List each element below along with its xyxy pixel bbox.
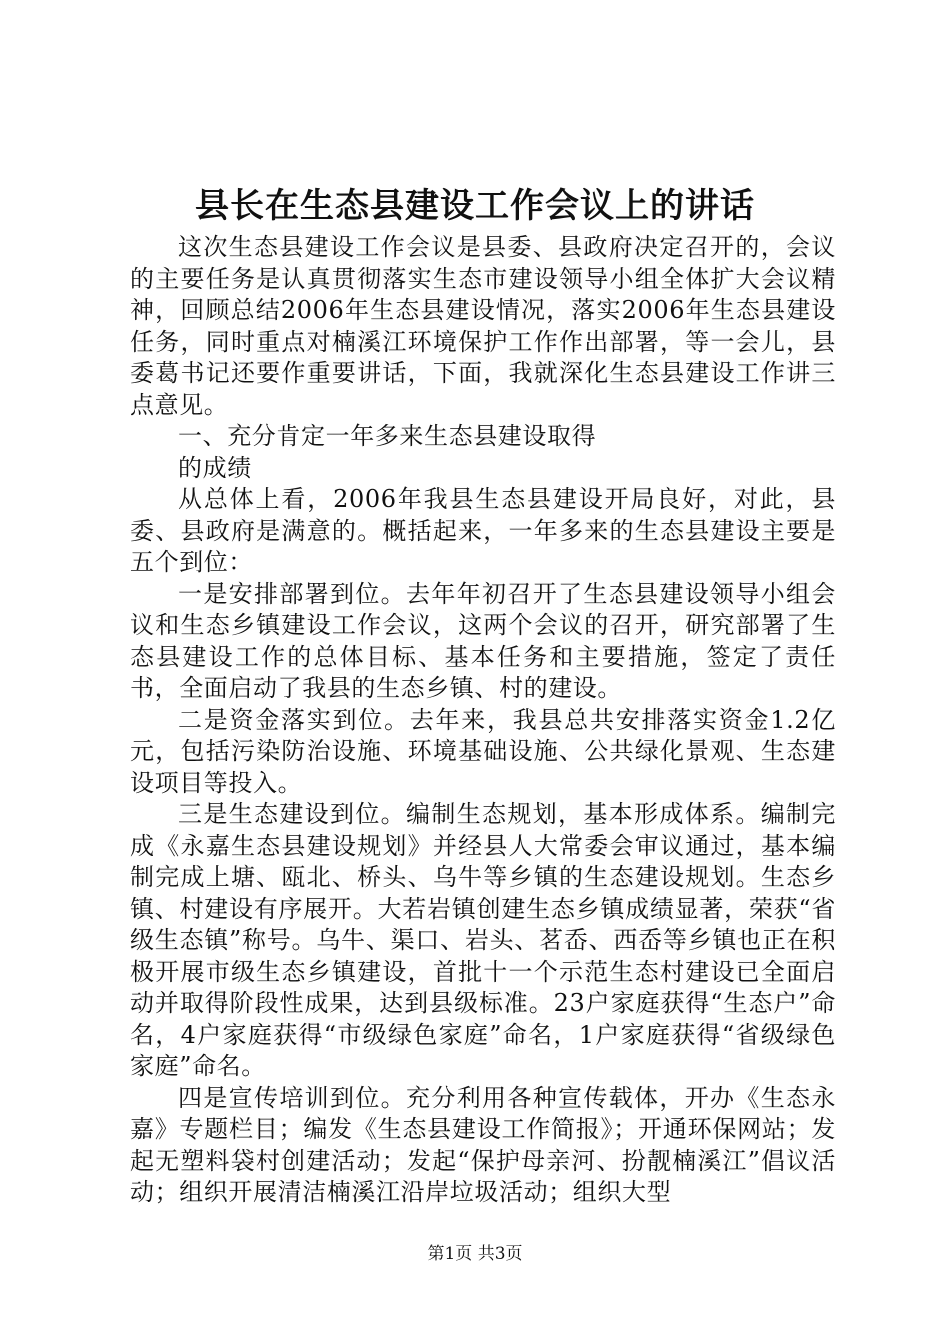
document-body [130, 232, 836, 1209]
section-heading-line: 的成绩 [178, 453, 252, 482]
section-heading-line: 一、充分肯定一年多来生态县建设取得 [178, 422, 597, 450]
document-title: 县长在生态县建设工作会议上的讲话 [195, 186, 755, 226]
paragraph-point-4: 四是宣传培训到位。充分利用各种宣传载体，开办《生态永嘉》专题栏目；编发《生态县建设工作简报》；开通环保网站；发起无塑料袋村创建活动；发起“保护母亲河、扮靓楠溪江”倡议活动；组织开展清洁楠溪江沿岸垃圾活动；组织大型 [130, 1083, 836, 1206]
paragraph-point-1: 一是安排部署到位。去年年初召开了生态县建设领导小组会议和生态乡镇建设工作会议，这两个会议的召开，研究部署了生态县建设工作的总体目标、基本任务和主要措施，签定了责任书，全面启动了我县的生态乡镇、村的建设。 [130, 579, 836, 702]
page-number-footer: 第1页 共3页 [427, 1244, 523, 1264]
paragraph-overview: 从总体上看，2006年我县生态县建设开局良好，对此，县委、县政府是满意的。概括起来，一年多来的生态县建设主要是五个到位： [130, 485, 836, 576]
paragraph-intro: 这次生态县建设工作会议是县委、县政府决定召开的，会议的主要任务是认真贯彻落实生态市建设领导小组全体扩大会议精神，回顾总结2006年生态县建设情况，落实2006年生态县建设任务，同时重点对楠溪江环境保护工作作出部署，等一会儿，县委葛书记还要作重要讲话，下面，我就深化生态县建设工作讲三点意见。 [130, 233, 836, 419]
paragraph-point-3: 三是生态建设到位。编制生态规划，基本形成体系。编制完成《永嘉生态县建设规划》并经县人大常委会审议通过，基本编制完成上塘、瓯北、桥头、乌牛等乡镇的生态建设规划。生态乡镇、村建设有序展开。大若岩镇创建生态乡镇成绩显著，荣获“省级生态镇”称号。乌牛、渠口、岩头、茗岙、西岙等乡镇也正在积极开展市级生态乡镇建设，首批十一个示范生态村建设已全面启动并取得阶段性成果，达到县级标准。23户家庭获得“生态户”命名，4户家庭获得“市级绿色家庭”命名，1户家庭获得“省级绿色家庭”命名。 [130, 800, 836, 1080]
paragraph-point-2: 二是资金落实到位。去年来，我县总共安排落实资金1.2亿元，包括污染防治设施、环境基础设施、公共绿化景观、生态建设项目等投入。 [130, 705, 836, 797]
section-heading-1 [130, 421, 836, 484]
